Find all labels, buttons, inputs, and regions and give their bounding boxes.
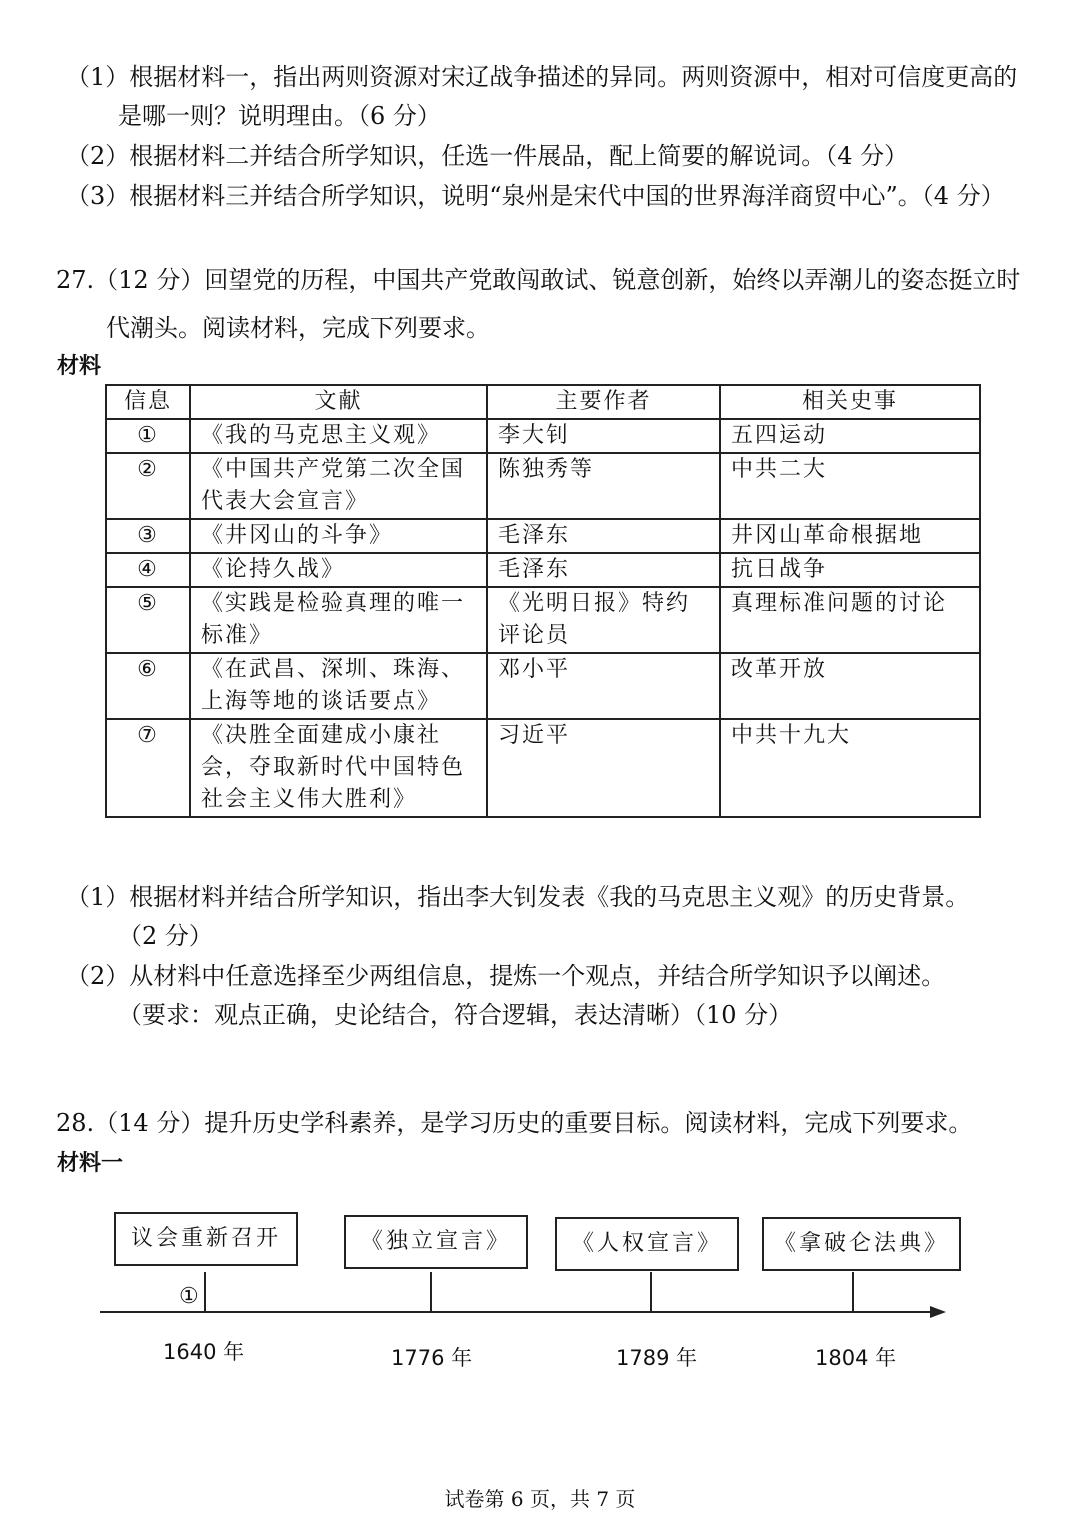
row-document: 《井冈山的斗争》 bbox=[190, 519, 487, 553]
page-footer: 试卷第 6 页，共 7 页 bbox=[444, 1487, 636, 1511]
q27-sub1-line1: （1）根据材料并结合所学知识，指出李大钊发表《我的马克思主义观》的历史背景。 bbox=[66, 883, 970, 911]
row-document: 《论持久战》 bbox=[190, 553, 487, 587]
timeline-year-1640: 1640 年 bbox=[163, 1340, 245, 1364]
q26-sub1-line2: 是哪一则？说明理由。（6 分） bbox=[118, 102, 441, 130]
timeline-year-1804: 1804 年 bbox=[815, 1346, 897, 1370]
row-number: ② bbox=[106, 453, 190, 519]
row-author: 李大钊 bbox=[487, 419, 720, 453]
table-row bbox=[106, 719, 980, 817]
row-document: 《在武昌、深圳、珠海、上海等地的谈话要点》 bbox=[190, 653, 487, 719]
timeline-year-1789: 1789 年 bbox=[616, 1346, 698, 1370]
header-document: 文献 bbox=[190, 385, 487, 419]
row-author: 毛泽东 bbox=[487, 553, 720, 587]
row-event: 五四运动 bbox=[720, 419, 980, 453]
row-event: 中共十九大 bbox=[720, 719, 980, 817]
timeline-event-1804: 《拿破仑法典》 bbox=[762, 1217, 961, 1271]
q26-sub2: （2）根据材料二并结合所学知识，任选一件展品，配上简要的解说词。（4 分） bbox=[66, 142, 909, 170]
q28-material-label: 材料一 bbox=[57, 1151, 124, 1176]
header-author: 主要作者 bbox=[487, 385, 720, 419]
q27-sub1-line2: （2 分） bbox=[118, 922, 213, 950]
q26-sub3: （3）根据材料三并结合所学知识，说明“泉州是宋代中国的世界海洋商贸中心”。（4 分） bbox=[66, 182, 1005, 210]
row-document: 《决胜全面建成小康社会，夺取新时代中国特色社会主义伟大胜利》 bbox=[190, 719, 487, 817]
table-row bbox=[106, 519, 980, 553]
timeline-event-1640: 议会重新召开 bbox=[114, 1212, 298, 1266]
row-event: 中共二大 bbox=[720, 453, 980, 519]
table-row bbox=[106, 653, 980, 719]
row-author: 毛泽东 bbox=[487, 519, 720, 553]
row-number: ⑤ bbox=[106, 587, 190, 653]
q28-stem: 28.（14 分）提升历史学科素养，是学习历史的重要目标。阅读材料，完成下列要求。 bbox=[56, 1109, 973, 1137]
q27-sub2-line2: （要求：观点正确，史论结合，符合逻辑，表达清晰）（10 分） bbox=[118, 1001, 793, 1029]
row-document: 《我的马克思主义观》 bbox=[190, 419, 487, 453]
q27-stem-line2: 代潮头。阅读材料，完成下列要求。 bbox=[106, 314, 490, 342]
q27-sub2-line1: （2）从材料中任意选择至少两组信息，提炼一个观点，并结合所学知识予以阐述。 bbox=[66, 962, 946, 990]
row-author: 《光明日报》特约评论员 bbox=[487, 587, 720, 653]
row-document: 《中国共产党第二次全国代表大会宣言》 bbox=[190, 453, 487, 519]
table-row bbox=[106, 587, 980, 653]
table-row bbox=[106, 453, 980, 519]
q26-sub1-line1: （1）根据材料一，指出两则资源对宋辽战争描述的异同。两则资源中，相对可信度更高的 bbox=[66, 63, 1018, 91]
row-author: 习近平 bbox=[487, 719, 720, 817]
timeline-marker: ① bbox=[179, 1284, 199, 1309]
header-event: 相关史事 bbox=[720, 385, 980, 419]
timeline-event-1776: 《独立宣言》 bbox=[344, 1215, 528, 1269]
timeline-axis-arrow bbox=[96, 1300, 956, 1324]
timeline-event-1789: 《人权宣言》 bbox=[555, 1217, 739, 1271]
row-number: ③ bbox=[106, 519, 190, 553]
material-table bbox=[105, 384, 981, 818]
q27-stem-line1: 27.（12 分）回望党的历程，中国共产党敢闯敢试、锐意创新，始终以弄潮儿的姿态挺立时 bbox=[56, 266, 1021, 294]
row-number: ⑥ bbox=[106, 653, 190, 719]
row-number: ④ bbox=[106, 553, 190, 587]
timeline-year-1776: 1776 年 bbox=[391, 1346, 473, 1370]
row-event: 井冈山革命根据地 bbox=[720, 519, 980, 553]
row-author: 陈独秀等 bbox=[487, 453, 720, 519]
row-author: 邓小平 bbox=[487, 653, 720, 719]
table-row bbox=[106, 553, 980, 587]
row-document: 《实践是检验真理的唯一标准》 bbox=[190, 587, 487, 653]
row-event: 改革开放 bbox=[720, 653, 980, 719]
table-header-row bbox=[106, 385, 980, 419]
table-row bbox=[106, 419, 980, 453]
header-info: 信息 bbox=[106, 385, 190, 419]
row-number: ⑦ bbox=[106, 719, 190, 817]
row-number: ① bbox=[106, 419, 190, 453]
row-event: 抗日战争 bbox=[720, 553, 980, 587]
row-event: 真理标准问题的讨论 bbox=[720, 587, 980, 653]
q27-material-label: 材料 bbox=[57, 354, 102, 379]
